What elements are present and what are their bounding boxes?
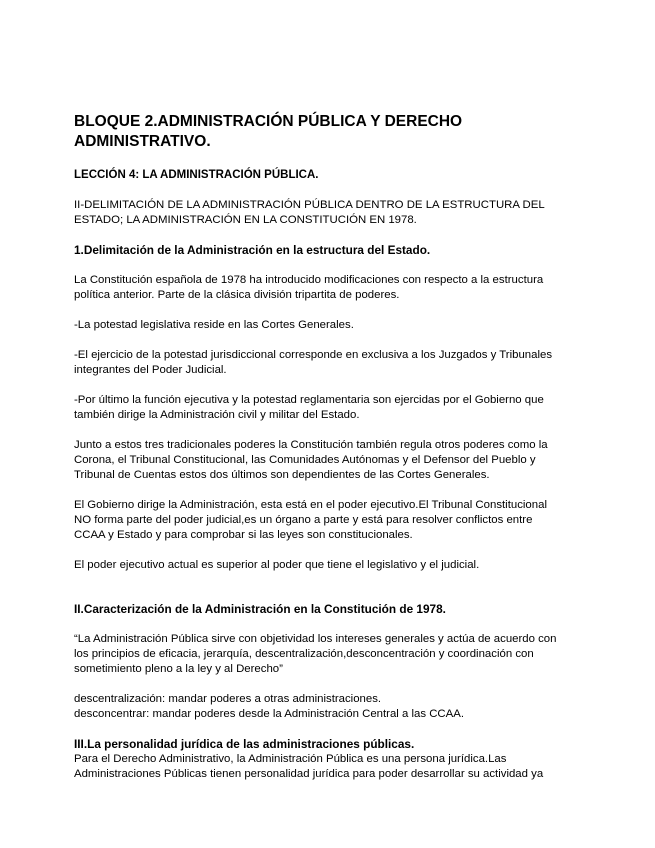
document-page [74,112,564,782]
paragraph: Junto a estos tres tradicionales poderes la Constitución también regula otros poderes como la Corona, el Tribunal Constitucional, las Comunidades Autónomas y el Defensor del Pueblo y Tribunal de Cuentas estos dos últimos son dependientes de las Cortes Generales. [74,439,548,481]
lesson-heading: LECCIÓN 4: LA ADMINISTRACIÓN PÚBLICA. [74,169,319,181]
paragraph: El Gobierno dirige la Administración, esta está en el poder ejecutivo.El Tribunal Constitucional NO forma parte del poder judicial,es un órgano a parte y está para resolver conflictos entre CCAA y Estado y para comprobar si las leyes son constitucionales. [74,499,547,541]
paragraph: Para el Derecho Administrativo, la Administración Pública es una persona jurídica.Las Administraciones Públicas tienen personalidad jurídica para poder desarrollar su actividad ya [74,753,544,780]
section-heading-2: II.Caracterización de la Administración en la Constitución de 1978. [74,602,446,616]
document-title: BLOQUE 2.ADMINISTRACIÓN PÚBLICA Y DERECHO ADMINISTRATIVO. [74,113,463,150]
section-heading-3: III.La personalidad jurídica de las administraciones públicas. [74,737,415,751]
paragraph: El poder ejecutivo actual es superior al poder que tiene el legislativo y el judicial. [74,559,480,571]
definition-line: descentralización: mandar poderes a otras administraciones. [74,693,382,705]
paragraph: -Por último la función ejecutiva y la potestad reglamentaria son ejercidas por el Gobierno que también dirige la Administración civil y militar del Estado. [74,394,544,421]
section-intro: II-DELIMITACIÓN DE LA ADMINISTRACIÓN PÚBLICA DENTRO DE LA ESTRUCTURA DEL ESTADO; LA ADMINISTRACIÓN EN LA CONSTITUCIÓN EN 1978. [74,199,545,226]
paragraph: -La potestad legislativa reside en las Cortes Generales. [74,319,354,331]
quote-paragraph: “La Administración Pública sirve con objetividad los intereses generales y actúa de acuerdo con los principios de eficacia, jerarquía, descentralización,desconcentración y coordinación con sometimiento pleno a la ley y al Derecho” [74,633,557,675]
paragraph: La Constitución española de 1978 ha introducido modificaciones con respecto a la estructura política anterior. Parte de la clásica división tripartita de poderes. [74,274,544,301]
paragraph: -El ejercicio de la potestad jurisdiccional corresponde en exclusiva a los Juzgados y Tribunales integrantes del Poder Judicial. [74,349,553,376]
section-heading-1: 1.Delimitación de la Administración en la estructura del Estado. [74,243,431,257]
definition-line: desconcentrar: mandar poderes desde la Administración Central a las CCAA. [74,708,465,720]
